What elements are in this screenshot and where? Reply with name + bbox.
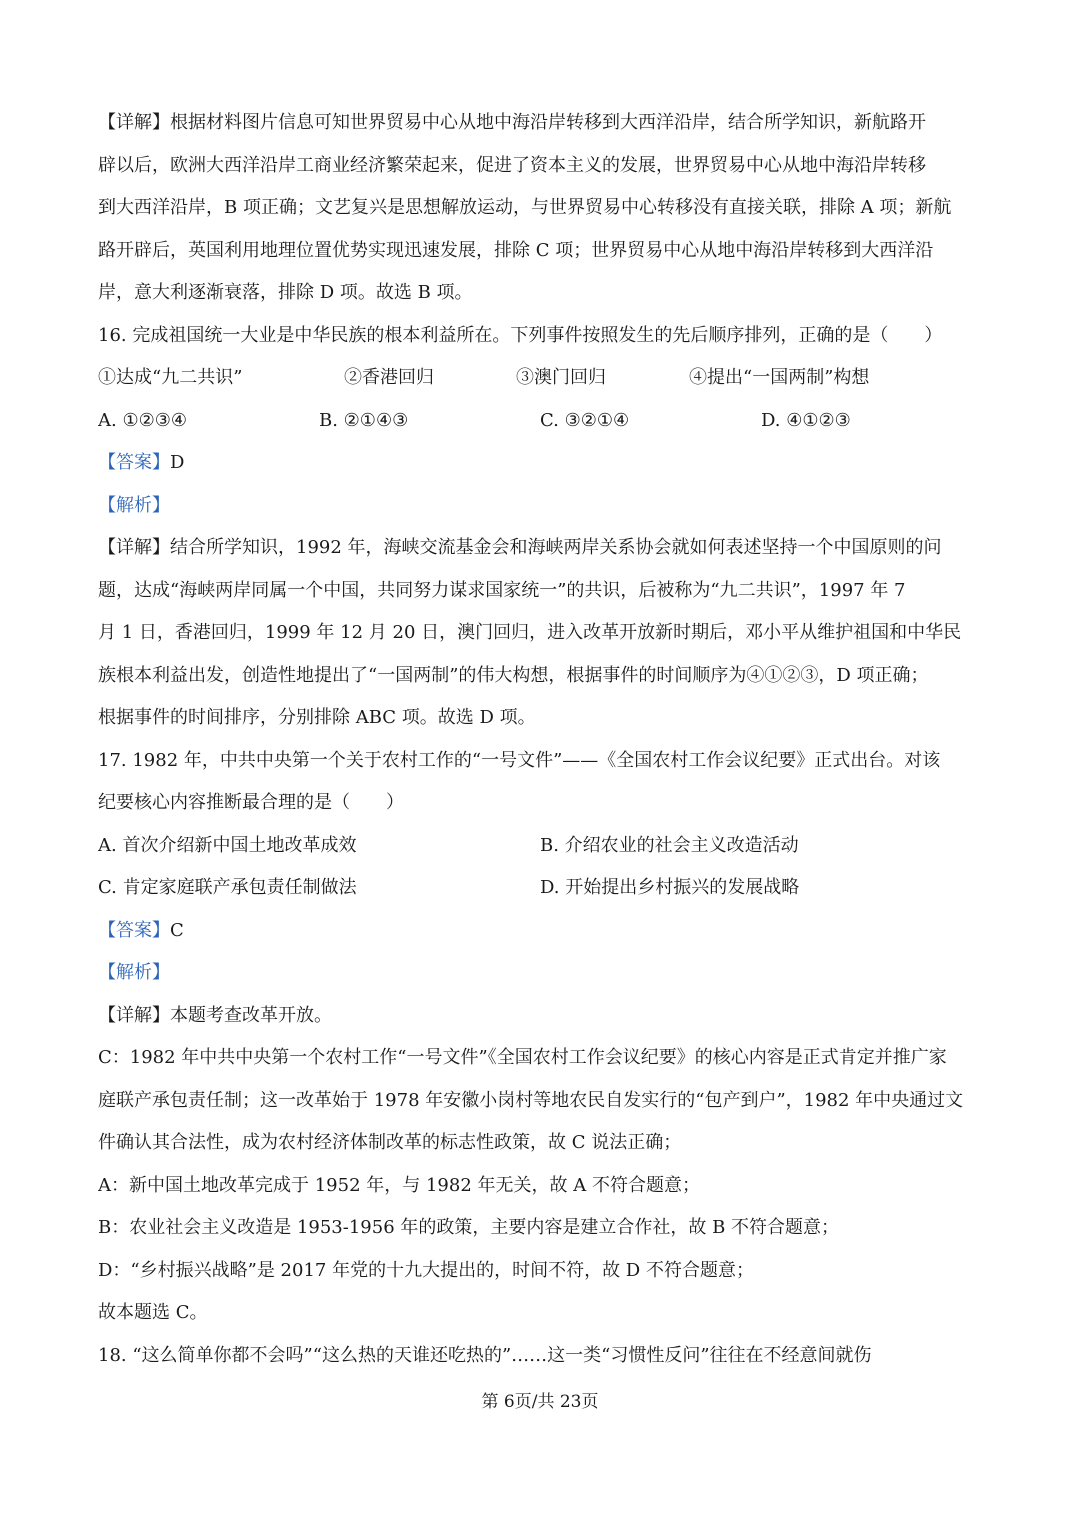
q16-detail-line-2: 题，达成“海峡两岸同属一个中国，共同努力谋求国家统一”的共识，后被称为“九二共识”，1997 年 7 (98, 579, 906, 601)
q17-option-b: B. 介绍农业的社会主义改造活动 (540, 834, 799, 856)
q16-option-a: A. ①②③④ (98, 409, 187, 431)
q15-detail-line-2: 辟以后，欧洲大西洋沿岸工商业经济繁荣起来，促进了资本主义的发展，世界贸易中心从地中海沿岸转移 (98, 154, 926, 176)
q16-detail-line-5: 根据事件的时间排序，分别排除 ABC 项。故选 D 项。 (98, 707, 536, 728)
page-footer: 第 6页/共 23页 (481, 1392, 599, 1412)
q16-options (98, 400, 982, 443)
q17-option-a: A. 首次介绍新中国土地改革成效 (98, 834, 357, 856)
q17-options-row-1 (98, 825, 982, 868)
q17-detail-line-1: 【详解】本题考查改革开放。 (98, 1004, 332, 1026)
q17-answer-value: C (170, 919, 184, 941)
q16-answer-label: 【答案】 (98, 452, 170, 473)
q15-detail-line-3: 到大西洋沿岸，B 项正确；文艺复兴是思想解放运动，与世界贸易中心转移没有直接关联，排除 A 项；新航 (98, 197, 952, 218)
q16-detail-line-4: 族根本利益出发，创造性地提出了“一国两制”的伟大构想，根据事件的时间顺序为④①②③，D 项正确； (98, 664, 929, 686)
q17-explain-line-6: D：“乡村振兴战略”是 2017 年党的十九大提出的，时间不符，故 D 不符合题意； (98, 1259, 754, 1281)
q16-answer (98, 442, 982, 485)
q17-explain-line-2: 庭联产承包责任制；这一改革始于 1978 年安徽小岗村等地农民自发实行的“包产到户”，1982 年中央通过文 (98, 1089, 964, 1111)
q16-item-2: ②香港回归 (344, 367, 434, 388)
q16-stem: 16. 完成祖国统一大业是中华民族的根本利益所在。下列事件按照发生的先后顺序排列，正确的是（ ） (98, 324, 943, 346)
q16-item-3: ③澳门回归 (516, 367, 606, 388)
q15-detail-line-4: 路开辟后，英国利用地理位置优势实现迅速发展，排除 C 项；世界贸易中心从地中海沿岸转移到大西洋沿 (98, 239, 934, 261)
q15-detail-label: 【详解】 (98, 112, 170, 133)
q16-detail-line-1: 【详解】结合所学知识，1992 年，海峡交流基金会和海峡两岸关系协会就如何表述坚持一个中国原则的问 (98, 537, 942, 558)
q16-items (98, 357, 982, 400)
q16-detail-label: 【详解】 (98, 537, 170, 558)
q16-answer-value: D (170, 452, 185, 473)
q16-option-d: D. ④①②③ (761, 409, 851, 431)
q17-options-row-2 (98, 867, 982, 910)
q17-detail-label: 【详解】 (98, 1004, 170, 1026)
q16-item-1: ①达成“九二共识” (98, 367, 243, 388)
q17-option-d: D. 开始提出乡村振兴的发展战略 (540, 877, 800, 898)
q16-option-b: B. ②①④③ (319, 409, 409, 431)
q16-option-c: C. ③②①④ (540, 409, 630, 431)
q17-explain-line-1: C：1982 年中共中央第一个农村工作“一号文件”《全国农村工作会议纪要》的核心内容是正式肯定并推广家 (98, 1047, 947, 1068)
q17-explain-line-4: A：新中国土地改革完成于 1952 年，与 1982 年无关，故 A 不符合题意； (98, 1174, 700, 1196)
q18-stem: 18. “这么简单你都不会吗”“这么热的天谁还吃热的”……这一类“习惯性反问”往往在不经意间就伤 (98, 1344, 872, 1366)
q17-explain-line-3: 件确认其合法性，成为农村经济体制改革的标志性政策，故 C 说法正确； (98, 1132, 682, 1153)
q17-answer-label: 【答案】 (98, 919, 170, 941)
q16-detail-line-3: 月 1 日，香港回归，1999 年 12 月 20 日，澳门回归，进入改革开放新时期后，邓小平从维护祖国和中华民 (98, 622, 962, 643)
q17-explain-line-5: B：农业社会主义改造是 1953-1956 年的政策，主要内容是建立合作社，故 B 不符合题意； (98, 1217, 840, 1238)
document-page (98, 102, 982, 1377)
q16-item-4: ④提出“一国两制”构想 (689, 367, 870, 388)
q17-answer (98, 910, 982, 953)
q16-analysis-label: 【解析】 (98, 494, 170, 516)
q17-option-c: C. 肯定家庭联产承包责任制做法 (98, 877, 357, 898)
q15-detail-line-1: 【详解】根据材料图片信息可知世界贸易中心从地中海沿岸转移到大西洋沿岸，结合所学知识，新航路开 (98, 112, 926, 133)
q17-stem-line-2: 纪要核心内容推断最合理的是（ ） (98, 792, 404, 813)
q15-detail-line-5: 岸，意大利逐渐衰落，排除 D 项。故选 B 项。 (98, 282, 473, 303)
q17-analysis-label: 【解析】 (98, 962, 170, 983)
q17-stem-line-1: 17. 1982 年，中共中央第一个关于农村工作的“一号文件”——《全国农村工作会议纪要》正式出台。对该 (98, 749, 941, 771)
q17-explain-line-7: 故本题选 C。 (98, 1302, 208, 1323)
